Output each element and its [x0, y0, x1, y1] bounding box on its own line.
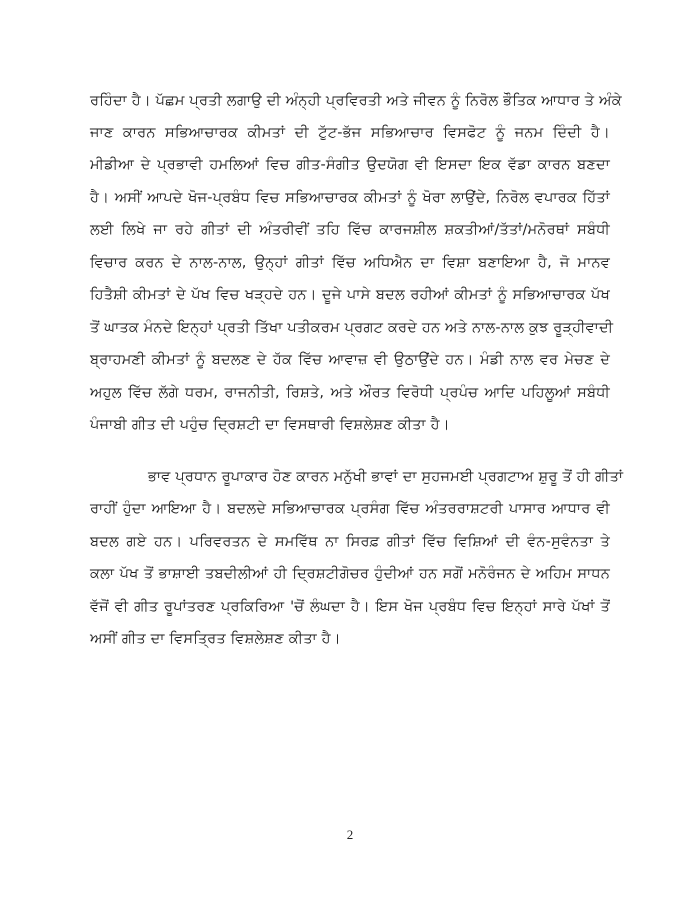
text-line: ਮੀਡੀਆ ਦੇ ਪ੍ਰਭਾਵੀ ਹਮਲਿਆਂ ਵਿਚ ਗੀਤ-ਸੰਗੀਤ ਉਦਯੋਗ ਵੀ ਇਸਦਾ ਇਕ ਵੱਡਾ ਕਾਰਨ ਬਣਦਾ: [90, 157, 610, 173]
text-line: ਤੋਂ ਘਾਤਕ ਮੰਨਦੇ ਇਨ੍ਹਾਂ ਪ੍ਰਤੀ ਤਿੱਖਾ ਪਤੀਕਰਮ ਪ੍ਰਗਟ ਕਰਦੇ ਹਨ ਅਤੇ ਨਾਲ-ਨਾਲ ਕੁਝ ਰੂੜ੍ਹੀਵਾਦੀ: [90, 320, 614, 336]
text-line: ਅਸੀਂ ਗੀਤ ਦਾ ਵਿਸਤ੍ਰਿਤ ਵਿਸ਼ਲੇਸ਼ਣ ਕੀਤਾ ਹੈ।: [90, 631, 341, 647]
text-line: ਵੱਜੋਂ ਵੀ ਗੀਤ ਰੂਪਾਂਤਰਣ ਪ੍ਰਕਿਰਿਆ 'ਚੋਂ ਲੰਘਦਾ ਹੈ। ਇਸ ਖੋਜ ਪ੍ਰਬੰਧ ਵਿਚ ਇਨ੍ਹਾਂ ਸਾਰੇ ਪੱਖਾਂ ਤੋਂ: [90, 599, 610, 615]
text-line: ਲਈ ਲਿਖੇ ਜਾ ਰਹੇ ਗੀਤਾਂ ਦੀ ਅੰਤਰੀਵੀਂ ਤਹਿ ਵਿੱਚ ਕਾਰਜਸ਼ੀਲ ਸ਼ਕਤੀਆਂ/ਤੱਤਾਂ/ਮਨੋਰਥਾਂ ਸਬੰਧੀ: [90, 222, 610, 238]
text-line: ਬਦਲ ਗਏ ਹਨ। ਪਰਿਵਰਤਨ ਦੇ ਸਮਵਿੱਥ ਨਾ ਸਿਰਫ਼ ਗੀਤਾਂ ਵਿੱਚ ਵਿਸ਼ਿਆਂ ਦੀ ਵੰਨ-ਸੁਵੰਨਤਾ ਤੇ: [90, 534, 610, 550]
text-line: ਪੰਜਾਬੀ ਗੀਤ ਦੀ ਪਹੁੰਚ ਦ੍ਰਿਸ਼ਟੀ ਦਾ ਵਿਸਥਾਰੀ ਵਿਸ਼ਲੇਸ਼ਣ ਕੀਤਾ ਹੈ।: [90, 417, 450, 433]
text-line-indented: ਭਾਵ ਪ੍ਰਧਾਨ ਰੂਪਾਕਾਰ ਹੋਣ ਕਾਰਨ ਮਨੁੱਖੀ ਭਾਵਾਂ ਦਾ ਸੁਹਜਮਈ ਪ੍ਰਗਟਾਅ ਸ਼ੁਰੂ ਤੋਂ ਹੀ ਗੀਤਾਂ: [148, 469, 624, 485]
text-line: ਰਹਿੰਦਾ ਹੈ। ਪੱਛਮ ਪ੍ਰਤੀ ਲਗਾਉ ਦੀ ਅੰਨ੍ਹੀ ਪ੍ਰਵਿਰਤੀ ਅਤੇ ਜੀਵਨ ਨੂੰ ਨਿਰੋਲ ਭੌਤਿਕ ਆਧਾਰ ਤੇ ਅੰਕੇ: [90, 93, 622, 109]
text-line: ਅਹੁਲ ਵਿੱਚ ਲੱਗੇ ਧਰਮ, ਰਾਜਨੀਤੀ, ਰਿਸ਼ਤੇ, ਅਤੇ ਔਰਤ ਵਿਰੋਧੀ ਪ੍ਰਪੰਚ ਆਦਿ ਪਹਿਲੂਆਂ ਸਬੰਧੀ: [90, 385, 610, 401]
text-line: ਰਾਹੀਂ ਹੁੰਦਾ ਆਇਆ ਹੈ। ਬਦਲਦੇ ਸਭਿਆਚਾਰਕ ਪ੍ਰਸੰਗ ਵਿੱਚ ਅੰਤਰਰਾਸ਼ਟਰੀ ਪਾਸਾਰ ਆਧਾਰ ਵੀ: [90, 501, 610, 517]
text-line: ਬ੍ਰਾਹਮਣੀ ਕੀਮਤਾਂ ਨੂੰ ਬਦਲਣ ਦੇ ਹੱਕ ਵਿੱਚ ਆਵਾਜ਼ ਵੀ ਉਠਾਉਂਦੇ ਹਨ। ਮੰਡੀ ਨਾਲ ਵਰ ਮੇਚਣ ਦੇ: [90, 352, 610, 368]
text-line: ਹਿਤੈਸ਼ੀ ਕੀਮਤਾਂ ਦੇ ਪੱਖ ਵਿਚ ਖੜ੍ਹਦੇ ਹਨ। ਦੂਜੇ ਪਾਸੇ ਬਦਲ ਰਹੀਆਂ ਕੀਮਤਾਂ ਨੂੰ ਸਭਿਆਚਾਰਕ ਪੱਖ: [90, 287, 610, 303]
text-line: ਕਲਾ ਪੱਖ ਤੋਂ ਭਾਸ਼ਾਈ ਤਬਦੀਲੀਆਂ ਹੀ ਦ੍ਰਿਸ਼ਟੀਗੋਚਰ ਹੁੰਦੀਆਂ ਹਨ ਸਗੋਂ ਮਨੋਰੰਜਨ ਦੇ ਅਹਿਮ ਸਾਧਨ: [90, 566, 610, 582]
text-line: ਜਾਣ ਕਾਰਨ ਸਭਿਆਚਾਰਕ ਕੀਮਤਾਂ ਦੀ ਟੁੱਟ-ਭੱਜ ਸਭਿਆਚਾਰ ਵਿਸਫੋਟ ਨੂੰ ਜਨਮ ਦਿੰਦੀ ਹੈ।: [90, 125, 610, 141]
text-line: ਵਿਚਾਰ ਕਰਨ ਦੇ ਨਾਲ-ਨਾਲ, ਉਨ੍ਹਾਂ ਗੀਤਾਂ ਵਿੱਚ ਅਧਿਐਨ ਦਾ ਵਿਸ਼ਾ ਬਣਾਇਆ ਹੈ, ਜੋ ਮਾਨਵ: [90, 255, 610, 271]
text-line: ਹੈ। ਅਸੀਂ ਆਪਦੇ ਖੋਜ-ਪ੍ਰਬੰਧ ਵਿਚ ਸਭਿਆਚਾਰਕ ਕੀਮਤਾਂ ਨੂੰ ਖੋਰਾ ਲਾਉਂਦੇ, ਨਿਰੋਲ ਵਪਾਰਕ ਹਿੱਤਾਂ: [90, 190, 610, 206]
page-number: 2: [346, 827, 354, 842]
